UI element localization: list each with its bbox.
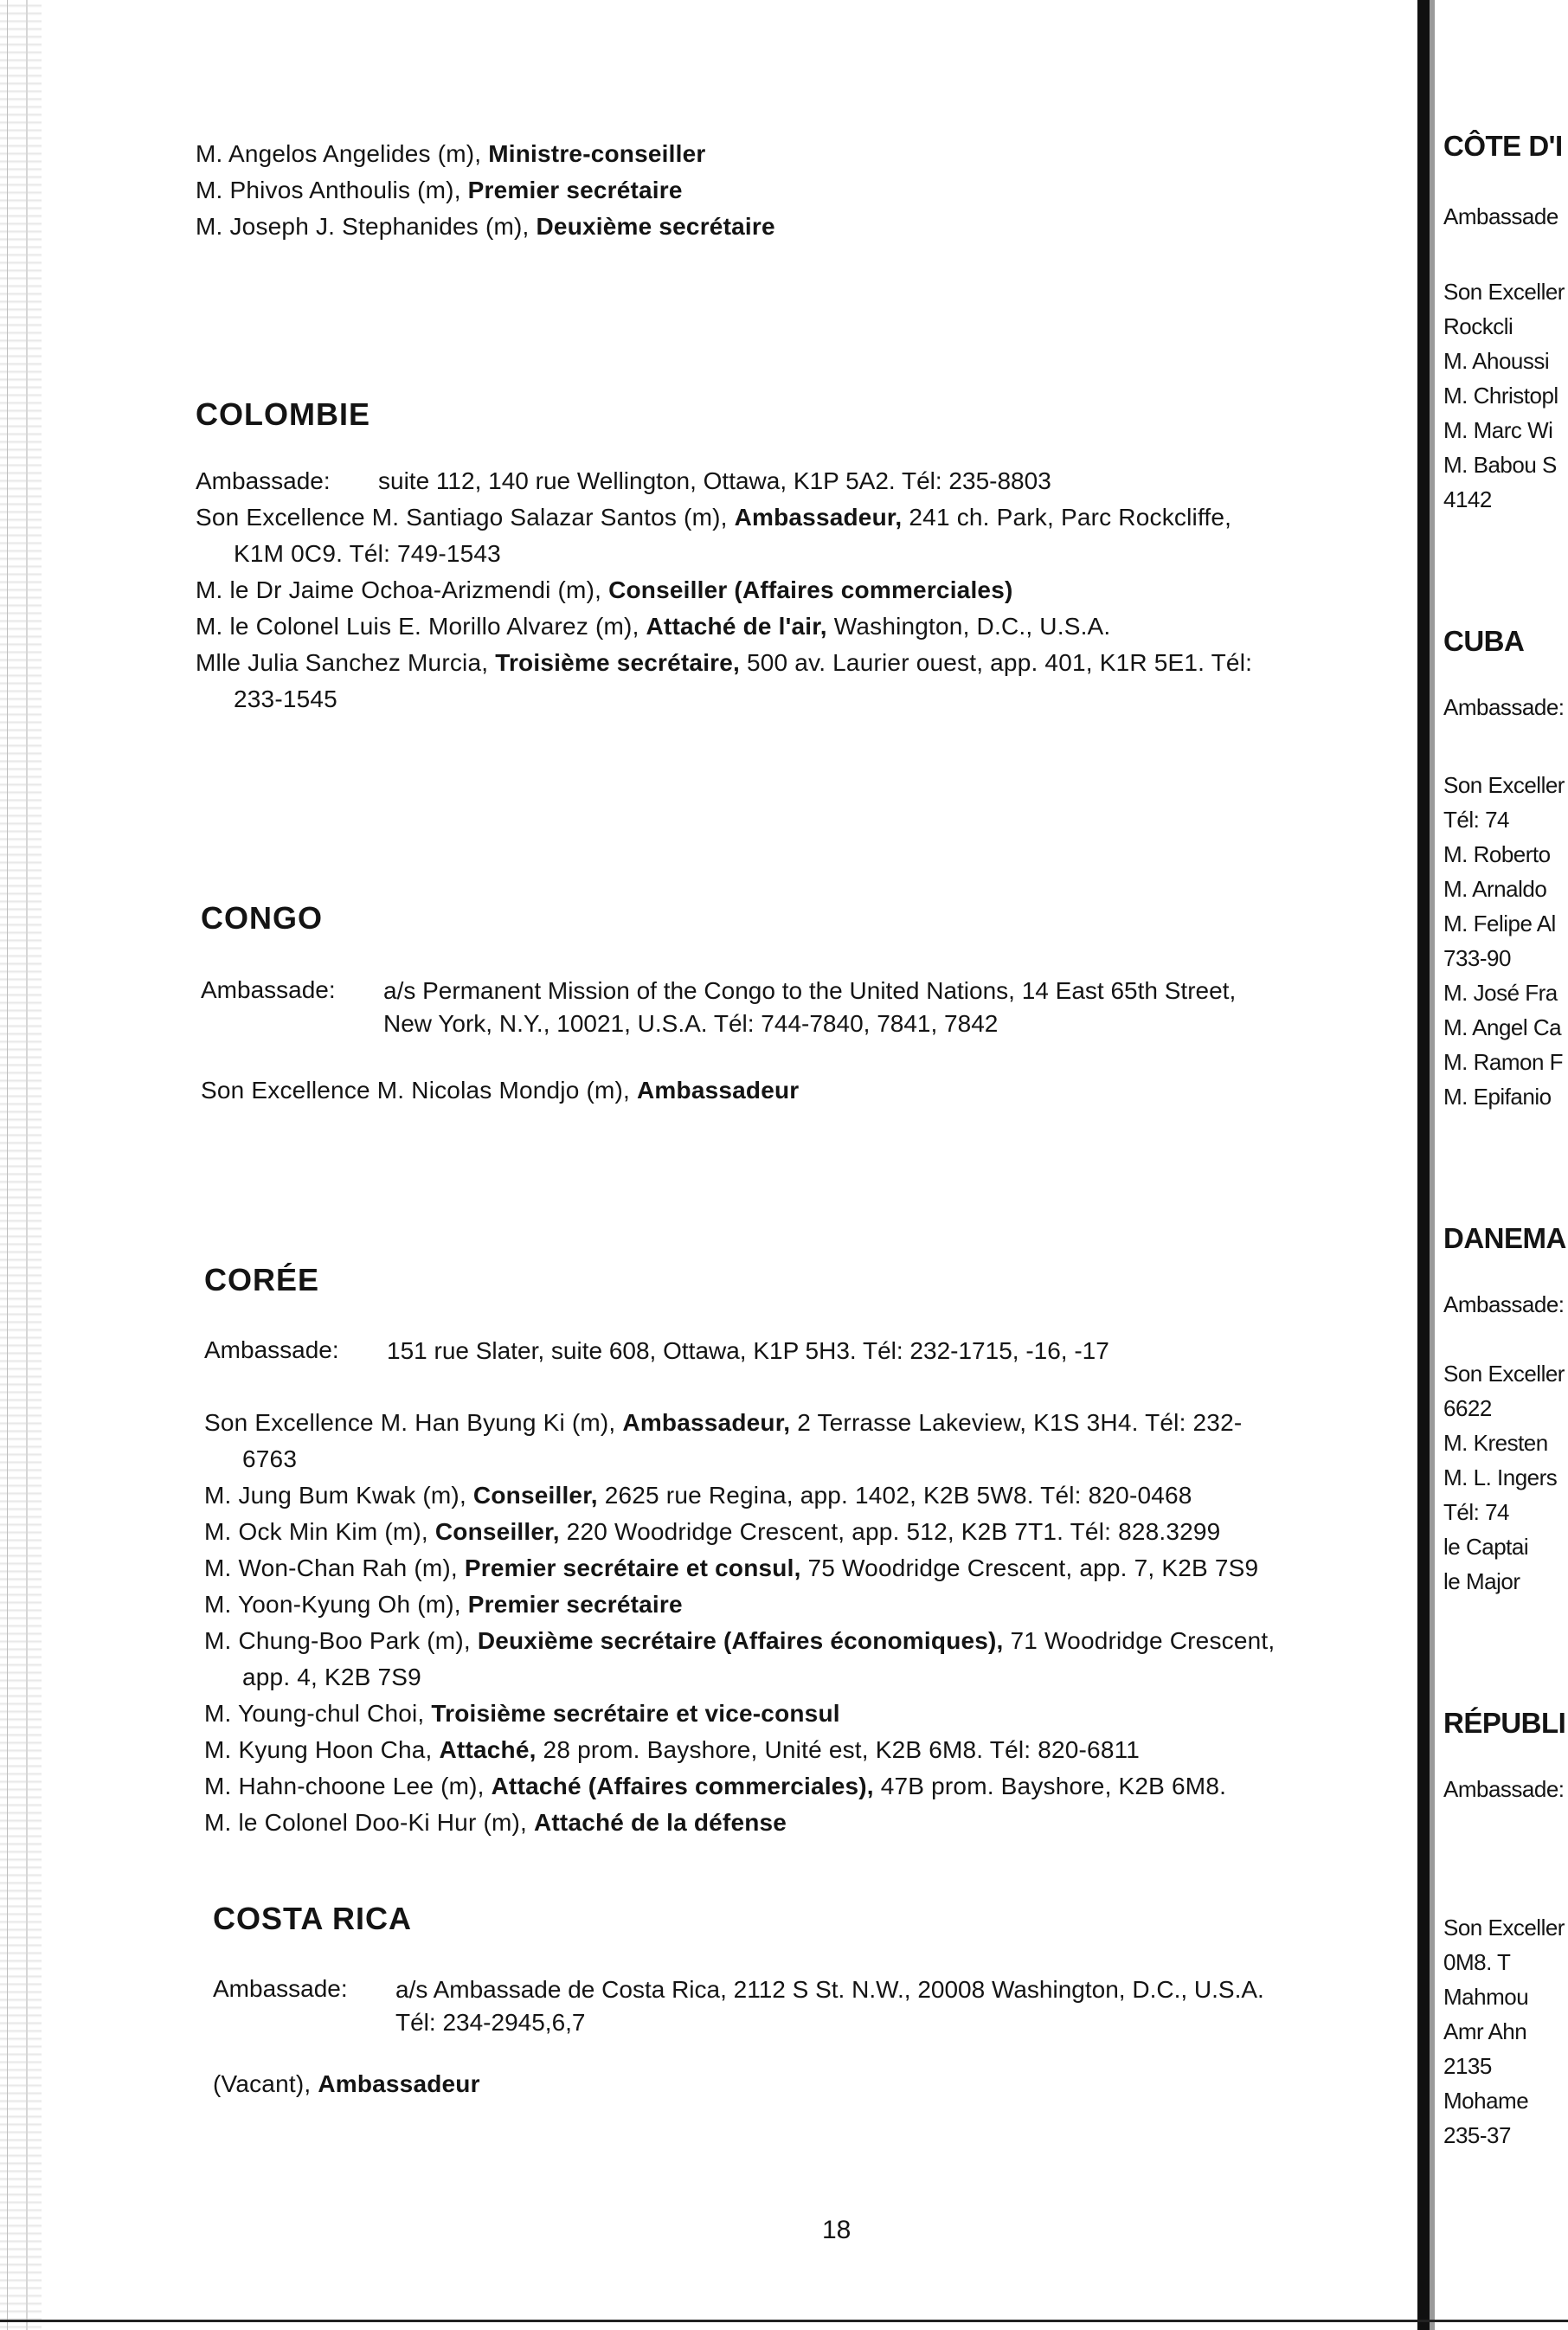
coree-ambassade-label: Ambassade: [204, 1336, 339, 1363]
adjacent-line: Son Exceller [1443, 279, 1565, 305]
coree-staff-entry-title: Conseiller, [472, 1482, 598, 1509]
adjacent-line: 235-37 [1443, 2122, 1511, 2148]
binding-spine [1417, 0, 1430, 2330]
colombie-staff-entry-continuation: 233-1545 [234, 685, 337, 712]
adjacent-line: M. Ahoussi [1443, 348, 1550, 374]
adjacent-line: Son Exceller [1443, 1915, 1565, 1941]
adjacent-line: M. Epifanio [1443, 1084, 1552, 1110]
adjacent-line: Son Exceller [1443, 772, 1565, 798]
colombie-staff-entry-3 [196, 611, 1110, 642]
page-bottom-rule [0, 2320, 1568, 2322]
adjacent-line: Tél: 74 [1443, 807, 1509, 833]
coree-staff-entry-name: M. Ock Min Kim (m), [204, 1518, 435, 1545]
adjacent-heading: DANEMA [1443, 1222, 1566, 1254]
coree-staff-entry-0 [204, 1407, 1242, 1439]
adjacent-line: Mohame [1443, 2088, 1529, 2114]
top-list-entry-name: M. Joseph J. Stephanides (m), [196, 213, 537, 240]
coree-staff-entry-8 [204, 1698, 840, 1729]
costa-rica-vacant-entry [213, 2069, 480, 2100]
adjacent-line: Tél: 74 [1443, 1499, 1509, 1525]
coree-staff-entry-11 [204, 1807, 787, 1838]
adjacent-line: le Major [1443, 1568, 1520, 1594]
adjacent-line: Ambassade: [1443, 1291, 1565, 1317]
coree-staff-entry-title: Ambassadeur, [622, 1409, 791, 1436]
coree-staff-entry-6 [204, 1625, 1275, 1657]
congo-ambassade-address-2: New York, N.Y., 10021, U.S.A. Tél: 744-7840, 7841, 7842 [383, 1010, 999, 1037]
adjacent-line: M. Roberto [1443, 841, 1551, 867]
costa-rica-ambassade-address-1: a/s Ambassade de Costa Rica, 2112 S St. N.W., 20008 Washington, D.C., U.S.A. [395, 1976, 1264, 2003]
adjacent-line: 6622 [1443, 1395, 1492, 1421]
adjacent-line: 733-90 [1443, 945, 1511, 971]
coree-staff-entry-name: M. le Colonel Doo-Ki Hur (m), [204, 1809, 534, 1836]
adjacent-line: 2135 [1443, 2053, 1492, 2079]
colombie-staff-entry-details: 500 av. Laurier ouest, app. 401, K1R 5E1. Tél: [740, 649, 1253, 676]
coree-staff-entry-7 [204, 1662, 421, 1693]
colombie-staff-entry-name: Son Excellence M. Santiago Salazar Santos (m), [196, 504, 735, 531]
top-list-entry-0 [196, 138, 705, 170]
section-heading-coree: CORÉE [204, 1262, 320, 1297]
coree-staff-entry-name: M. Hahn-choone Lee (m), [204, 1773, 492, 1799]
top-list-entry-title: Premier secrétaire [467, 177, 683, 203]
colombie-staff-entry-5 [196, 684, 337, 715]
coree-ambassade-address: 151 rue Slater, suite 608, Ottawa, K1P 5H3. Tél: 232-1715, -16, -17 [387, 1337, 1109, 1364]
section-heading-colombie: COLOMBIE [196, 396, 370, 432]
costa-rica-vacant-title: Ambassadeur [318, 2070, 480, 2097]
coree-staff-entry-5 [204, 1589, 683, 1620]
coree-staff-entry-2 [204, 1480, 1192, 1511]
coree-staff-entry-details: 71 Woodridge Crescent, [1003, 1627, 1276, 1654]
page-number: 18 [822, 2216, 851, 2244]
adjacent-heading: CÔTE D'I [1443, 130, 1563, 162]
coree-staff-entry-title: Attaché, [439, 1736, 537, 1763]
coree-staff-entry-name: M. Young-chul Choi, [204, 1700, 432, 1727]
colombie-staff-entry-continuation: K1M 0C9. Tél: 749-1543 [234, 540, 501, 567]
colombie-staff-entry-details: 241 ch. Park, Parc Rockcliffe, [902, 504, 1232, 531]
adjacent-heading: RÉPUBLI [1443, 1707, 1566, 1739]
coree-staff-entry-name: M. Kyung Hoon Cha, [204, 1736, 440, 1763]
adjacent-line: M. Felipe Al [1443, 911, 1556, 937]
top-list-entry-title: Deuxième secrétaire [536, 213, 775, 240]
adjacent-heading: CUBA [1443, 625, 1525, 657]
scan-edge-left [0, 0, 42, 2330]
coree-staff-entry-details: 75 Woodridge Crescent, app. 7, K2B 7S9 [800, 1554, 1259, 1581]
colombie-ambassade-address: suite 112, 140 rue Wellington, Ottawa, K1P 5A2. Tél: 235-8803 [378, 467, 1051, 494]
adjacent-line: le Captai [1443, 1534, 1529, 1560]
congo-ambassade-address-1: a/s Permanent Mission of the Congo to the United Nations, 14 East 65th Street, [383, 977, 1237, 1004]
colombie-staff-entry-title: Conseiller (Affaires commerciales) [608, 576, 1013, 603]
adjacent-line: M. José Fra [1443, 980, 1558, 1006]
coree-staff-entry-name: M. Chung-Boo Park (m), [204, 1627, 478, 1654]
coree-staff-entry-name: M. Jung Bum Kwak (m), [204, 1482, 473, 1509]
coree-staff-entry-details: 47B prom. Bayshore, K2B 6M8. [873, 1773, 1227, 1799]
coree-staff-entry-details: 220 Woodridge Crescent, app. 512, K2B 7T1. Tél: 828.3299 [559, 1518, 1221, 1545]
coree-staff-entry-name: M. Yoon-Kyung Oh (m), [204, 1591, 468, 1618]
coree-staff-entry-title: Troisième secrétaire et vice-consul [431, 1700, 840, 1727]
colombie-staff-entry-0 [196, 502, 1231, 533]
coree-staff-entry-9 [204, 1735, 1140, 1766]
adjacent-line: M. L. Ingers [1443, 1464, 1558, 1490]
adjacent-line: Amr Ahn [1443, 2018, 1527, 2044]
binding-gap [1430, 0, 1435, 2330]
colombie-staff-entry-name: Mlle Julia Sanchez Murcia, [196, 649, 496, 676]
section-heading-costa-rica: COSTA RICA [213, 1901, 412, 1936]
adjacent-line: M. Kresten [1443, 1430, 1548, 1456]
coree-staff-entry-continuation: 6763 [242, 1445, 298, 1472]
adjacent-line: Son Exceller [1443, 1361, 1565, 1387]
top-list-entry-title: Ministre-conseiller [488, 140, 706, 167]
congo-staff-entry-0 [201, 1075, 799, 1106]
adjacent-line: Ambassade: [1443, 694, 1565, 720]
colombie-staff-entry-2 [196, 575, 1013, 606]
congo-staff-entry-name: Son Excellence M. Nicolas Mondjo (m), [201, 1077, 637, 1104]
coree-staff-entry-details: 2 Terrasse Lakeview, K1S 3H4. Tél: 232- [790, 1409, 1243, 1436]
coree-staff-entry-details: 2625 rue Regina, app. 1402, K2B 5W8. Tél: 820-0468 [597, 1482, 1192, 1509]
congo-ambassade-label: Ambassade: [201, 976, 336, 1003]
adjacent-line: 0M8. T [1443, 1949, 1511, 1975]
section-heading-congo: CONGO [201, 900, 324, 936]
adjacent-line: Ambassade: [1443, 1776, 1565, 1802]
coree-staff-entry-10 [204, 1771, 1226, 1802]
colombie-staff-entry-title: Attaché de l'air, [646, 613, 827, 640]
coree-staff-entry-1 [204, 1444, 297, 1475]
top-list-entry-name: M. Phivos Anthoulis (m), [196, 177, 468, 203]
coree-staff-entry-title: Deuxième secrétaire (Affaires économiques), [477, 1627, 1004, 1654]
adjacent-line: 4142 [1443, 486, 1492, 512]
coree-staff-entry-details: 28 prom. Bayshore, Unité est, K2B 6M8. Tél: 820-6811 [536, 1736, 1141, 1763]
adjacent-line: M. Babou S [1443, 452, 1557, 478]
colombie-staff-entry-name: M. le Dr Jaime Ochoa-Arizmendi (m), [196, 576, 609, 603]
congo-staff-entry-title: Ambassadeur [637, 1077, 800, 1104]
coree-staff-entry-title: Conseiller, [434, 1518, 560, 1545]
coree-staff-entry-title: Attaché de la défense [533, 1809, 787, 1836]
adjacent-page-fragment [1436, 0, 1568, 2330]
colombie-ambassade-label: Ambassade: [196, 467, 331, 494]
adjacent-line: Ambassade [1443, 203, 1558, 229]
coree-staff-entry-continuation: app. 4, K2B 7S9 [242, 1664, 421, 1690]
coree-staff-entry-name: Son Excellence M. Han Byung Ki (m), [204, 1409, 623, 1436]
colombie-staff-entry-title: Troisième secrétaire, [495, 649, 741, 676]
coree-staff-entry-name: M. Won-Chan Rah (m), [204, 1554, 465, 1581]
coree-staff-entry-title: Attaché (Affaires commerciales), [491, 1773, 874, 1799]
colombie-staff-entry-details: Washington, D.C., U.S.A. [826, 613, 1111, 640]
top-list-entry-name: M. Angelos Angelides (m), [196, 140, 489, 167]
colombie-staff-entry-name: M. le Colonel Luis E. Morillo Alvarez (m), [196, 613, 646, 640]
colombie-staff-entry-4 [196, 647, 1252, 679]
coree-staff-entry-title: Premier secrétaire [467, 1591, 683, 1618]
costa-rica-vacant-text: (Vacant), [213, 2070, 318, 2097]
adjacent-line: M. Ramon F [1443, 1049, 1564, 1075]
adjacent-line: M. Christopl [1443, 383, 1558, 409]
colombie-staff-entry-1 [196, 538, 501, 570]
adjacent-line: M. Marc Wi [1443, 417, 1553, 443]
coree-staff-entry-4 [204, 1553, 1258, 1584]
costa-rica-ambassade-address-2: Tél: 234-2945,6,7 [395, 2009, 586, 2036]
adjacent-line: Mahmou [1443, 1984, 1529, 2010]
adjacent-line: Rockcli [1443, 313, 1513, 339]
adjacent-line: M. Angel Ca [1443, 1014, 1562, 1040]
colombie-staff-entry-title: Ambassadeur, [734, 504, 903, 531]
adjacent-line: M. Arnaldo [1443, 876, 1547, 902]
coree-staff-entry-title: Premier secrétaire et consul, [464, 1554, 801, 1581]
coree-staff-entry-3 [204, 1516, 1220, 1548]
top-list-entry-1 [196, 175, 683, 206]
costa-rica-ambassade-label: Ambassade: [213, 1975, 348, 2002]
top-list-entry-2 [196, 211, 775, 242]
